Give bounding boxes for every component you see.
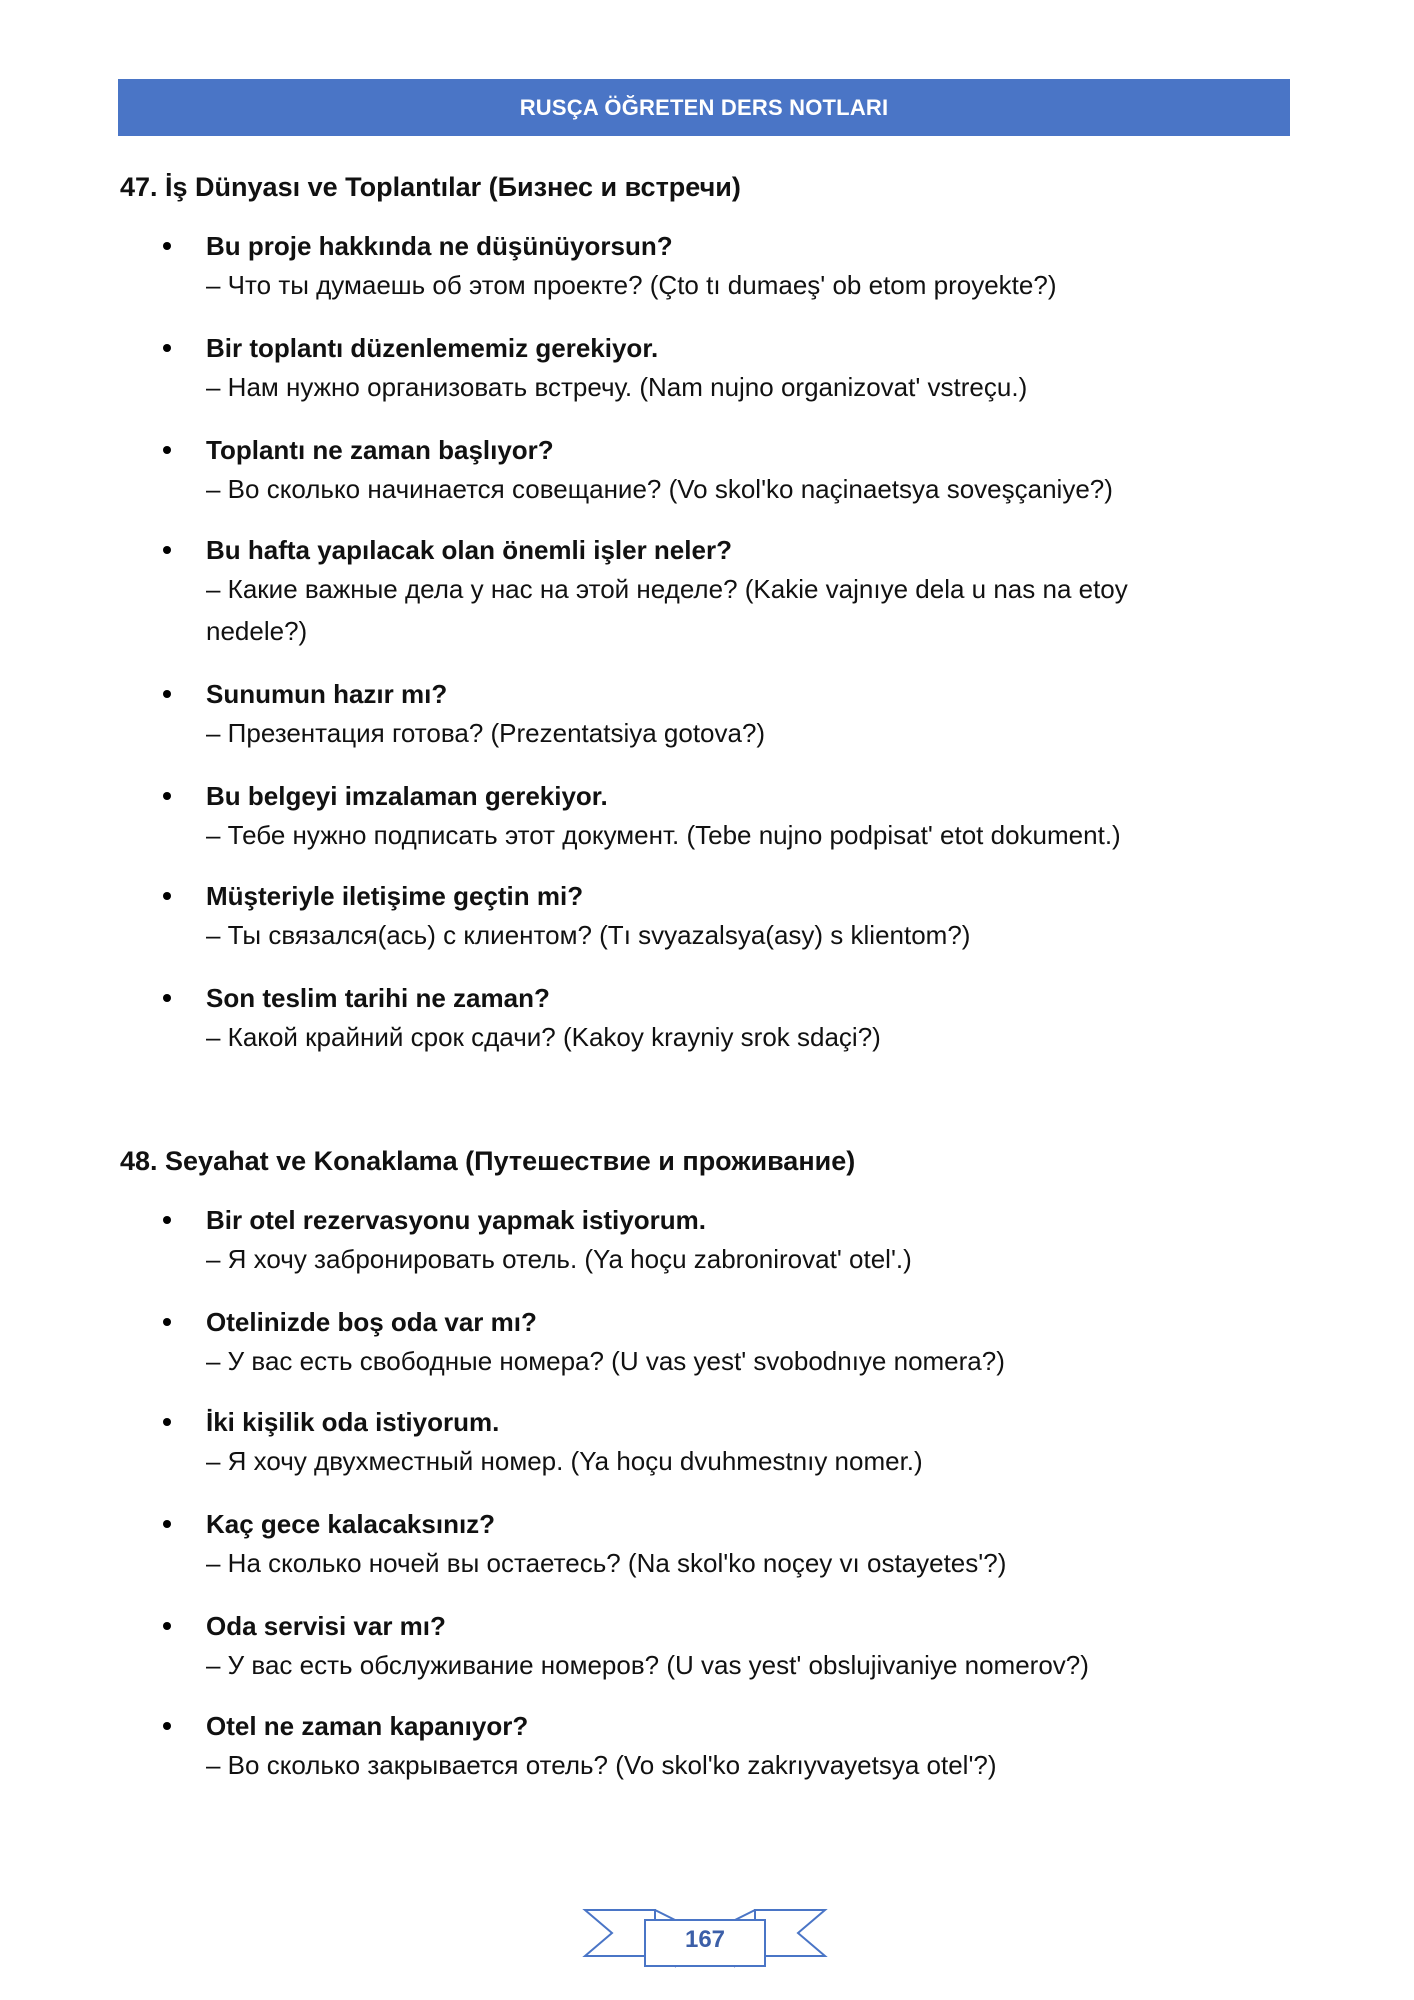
turkish-phrase: Bir toplantı düzenlememiz gerekiyor. xyxy=(206,333,659,363)
bullet-icon xyxy=(163,1520,171,1528)
russian-translation: – Во сколько закрывается отель? (Vo skol'ko zakrıyvayetsya otel'?) xyxy=(206,1750,997,1780)
turkish-phrase: Son teslim tarihi ne zaman? xyxy=(206,983,550,1013)
section-title-47: 47. İş Dünyası ve Toplantılar (Бизнес и встречи) xyxy=(120,172,741,202)
turkish-phrase: İki kişilik oda istiyorum. xyxy=(206,1407,500,1437)
russian-translation: – Какой крайний срок сдачи? (Kakoy krayniy srok sdaçi?) xyxy=(206,1022,881,1052)
page-header-title: RUSÇA ÖĞRETEN DERS NOTLARI xyxy=(519,94,889,120)
bullet-icon xyxy=(163,994,171,1002)
bullet-icon xyxy=(163,792,171,800)
bullet-icon xyxy=(163,1318,171,1326)
turkish-phrase: Toplantı ne zaman başlıyor? xyxy=(206,435,554,465)
bullet-icon xyxy=(163,546,171,554)
turkish-phrase: Bir otel rezervasyonu yapmak istiyorum. xyxy=(206,1205,706,1235)
turkish-phrase: Bu belgeyi imzalaman gerekiyor. xyxy=(206,781,608,811)
turkish-phrase: Müşteriyle iletişime geçtin mi? xyxy=(206,881,584,911)
page-number: 167 xyxy=(684,1926,726,1953)
bullet-icon xyxy=(163,690,171,698)
bullet-icon xyxy=(163,1216,171,1224)
russian-translation: – Во сколько начинается совещание? (Vo skol'ko naçinaetsya soveşçaniye?) xyxy=(206,474,1113,504)
russian-translation: – Что ты думаешь об этом проекте? (Çto tı dumaeş' ob etom proyekte?) xyxy=(206,270,1057,300)
bullet-icon xyxy=(163,242,171,250)
bullet-icon xyxy=(163,892,171,900)
russian-translation: – У вас есть свободные номера? (U vas yest' svobodnıye nomera?) xyxy=(206,1346,1005,1376)
bullet-icon xyxy=(163,1622,171,1630)
section-title-48: 48. Seyahat ve Konaklama (Путешествие и проживание) xyxy=(120,1146,856,1176)
russian-translation: – Тебе нужно подписать этот документ. (Tebe nujno podpisat' etot dokument.) xyxy=(206,820,1121,850)
turkish-phrase: Oda servisi var mı? xyxy=(206,1611,446,1641)
page-header-bar xyxy=(118,79,1290,136)
bullet-icon xyxy=(163,1418,171,1426)
turkish-phrase: Bu proje hakkında ne düşünüyorsun? xyxy=(206,231,673,261)
russian-translation: – Какие важные дела у нас на этой неделе? (Kakie vajnıye dela u nas na etoy nedele?) xyxy=(206,574,1128,646)
turkish-phrase: Kaç gece kalacaksınız? xyxy=(206,1509,496,1539)
bullet-icon xyxy=(163,344,171,352)
turkish-phrase: Bu hafta yapılacak olan önemli işler neler? xyxy=(206,535,732,565)
turkish-phrase: Otel ne zaman kapanıyor? xyxy=(206,1711,529,1741)
turkish-phrase: Otelinizde boş oda var mı? xyxy=(206,1307,537,1337)
russian-translation: – Нам нужно организовать встречу. (Nam nujno organizovat' vstreçu.) xyxy=(206,372,1028,402)
russian-translation: – У вас есть обслуживание номеров? (U vas yest' obslujivaniye nomerov?) xyxy=(206,1650,1089,1680)
bullet-icon xyxy=(163,446,171,454)
russian-translation: – Я хочу забронировать отель. (Ya hoçu zabronirovat' otel'.) xyxy=(206,1244,912,1274)
russian-translation: – Презентация готова? (Prezentatsiya gotova?) xyxy=(206,718,766,748)
russian-translation: – Ты связался(ась) с клиентом? (Tı svyazalsya(asy) s klientom?) xyxy=(206,920,971,950)
bullet-icon xyxy=(163,1722,171,1730)
page-number-ribbon xyxy=(580,1888,830,1978)
russian-translation: – Я хочу двухместный номер. (Ya hoçu dvuhmestnıy nomer.) xyxy=(206,1446,923,1476)
russian-translation: – На сколько ночей вы остаетесь? (Na skol'ko noçey vı ostayetes'?) xyxy=(206,1548,1007,1578)
turkish-phrase: Sunumun hazır mı? xyxy=(206,679,448,709)
